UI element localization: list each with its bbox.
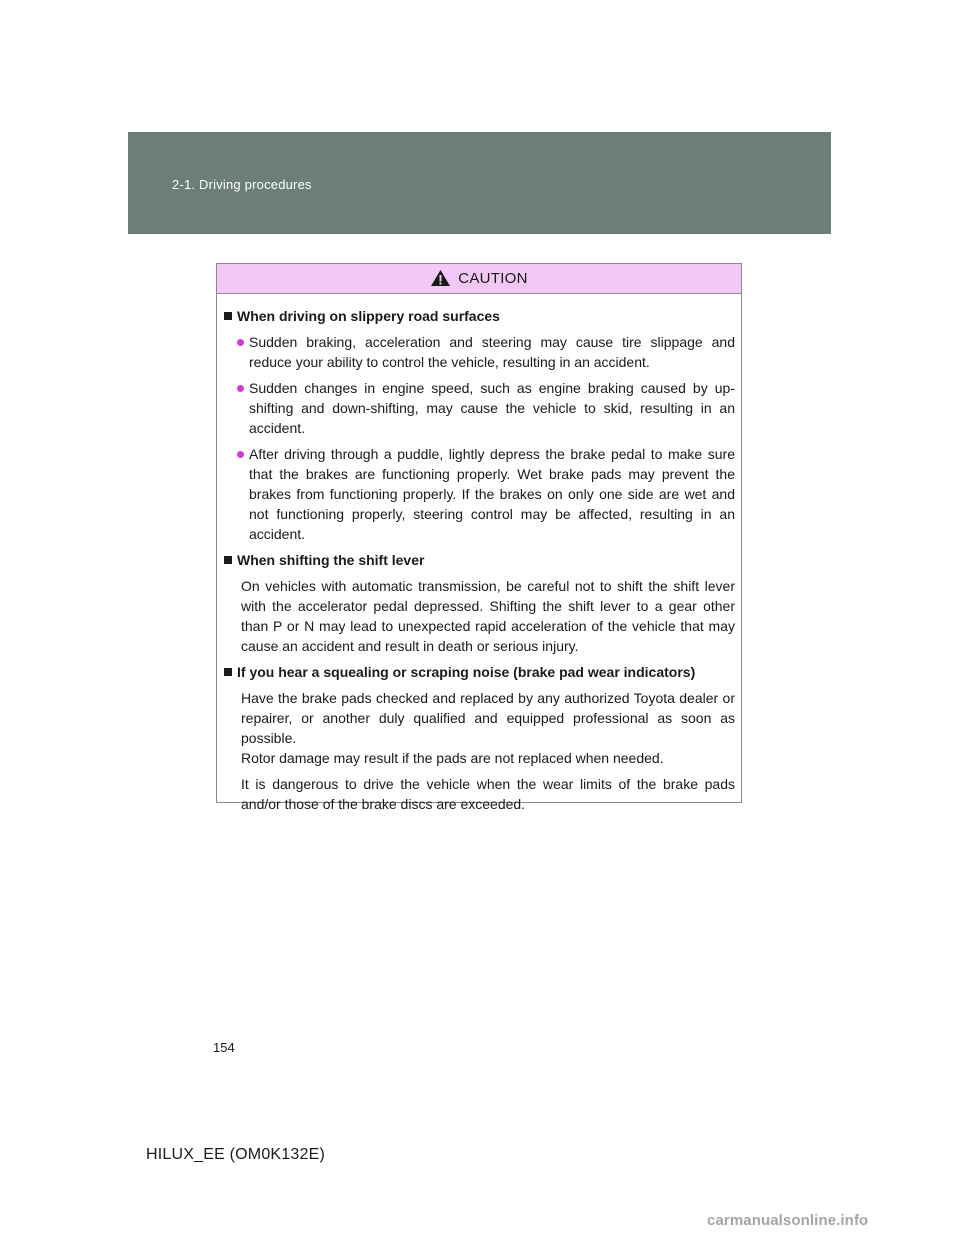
paragraph-line: Rotor damage may result if the pads are not replaced when needed. bbox=[241, 750, 664, 766]
watermark: carmanualsonline.info bbox=[707, 1212, 869, 1229]
warning-triangle-icon bbox=[430, 269, 451, 287]
paragraph: On vehicles with automatic transmission, be careful not to shift the shift lever with the accelerator pedal depressed. Shifting the shift lever to a gear other than P or N may lead to unexpected rapid acceleration of the vehicle that may cause an accident and result in death or serious injury. bbox=[241, 578, 735, 654]
paragraph-line: Have the brake pads checked and replaced by any authorized Toyota dealer or repairer, or another duly qualified and equipped professional as soon as possible. bbox=[241, 690, 735, 746]
paragraph bbox=[241, 688, 735, 768]
caution-header bbox=[217, 264, 741, 294]
bullet-text: Sudden changes in engine speed, such as engine braking caused by up-shifting and down-shifting, may cause the vehicle to skid, resulting in an accident. bbox=[249, 380, 735, 436]
bullet-text: Sudden braking, acceleration and steering may cause tire slippage and reduce your ability to control the vehicle, resulting in an accident. bbox=[249, 334, 735, 370]
topic-title: When driving on slippery road surfaces bbox=[237, 308, 500, 324]
bullet-text: After driving through a puddle, lightly depress the brake pedal to make sure that the brakes are functioning properly. Wet brake pads may prevent the brakes from functioning properly. If the brakes on only one side are wet and not functioning properly, steering control may be affected, resulting in an accident. bbox=[249, 446, 735, 542]
topic-brake-pad-noise bbox=[224, 662, 735, 682]
topic-shift-lever bbox=[224, 550, 735, 570]
caution-label: CAUTION bbox=[458, 270, 528, 287]
topic-title: When shifting the shift lever bbox=[237, 552, 425, 568]
section-header bbox=[128, 132, 831, 234]
list-item bbox=[237, 444, 735, 544]
list-item bbox=[237, 332, 735, 372]
topic-title: If you hear a squealing or scraping noise (brake pad wear indicators) bbox=[237, 664, 696, 680]
dot-bullet-icon bbox=[237, 451, 244, 458]
square-bullet-icon bbox=[224, 556, 232, 564]
section-title: 2-1. Driving procedures bbox=[172, 177, 312, 192]
caution-body bbox=[217, 294, 741, 814]
caution-box bbox=[216, 263, 742, 812]
manual-code: HILUX_EE (OM0K132E) bbox=[146, 1146, 325, 1163]
square-bullet-icon bbox=[224, 668, 232, 676]
dot-bullet-icon bbox=[237, 385, 244, 392]
paragraph: It is dangerous to drive the vehicle when the wear limits of the brake pads and/or those of the brake discs are exceeded. bbox=[241, 776, 735, 812]
topic-slippery-roads bbox=[224, 306, 735, 326]
dot-bullet-icon bbox=[237, 339, 244, 346]
square-bullet-icon bbox=[224, 312, 232, 320]
list-item bbox=[237, 378, 735, 438]
page-number: 154 bbox=[213, 1040, 235, 1055]
